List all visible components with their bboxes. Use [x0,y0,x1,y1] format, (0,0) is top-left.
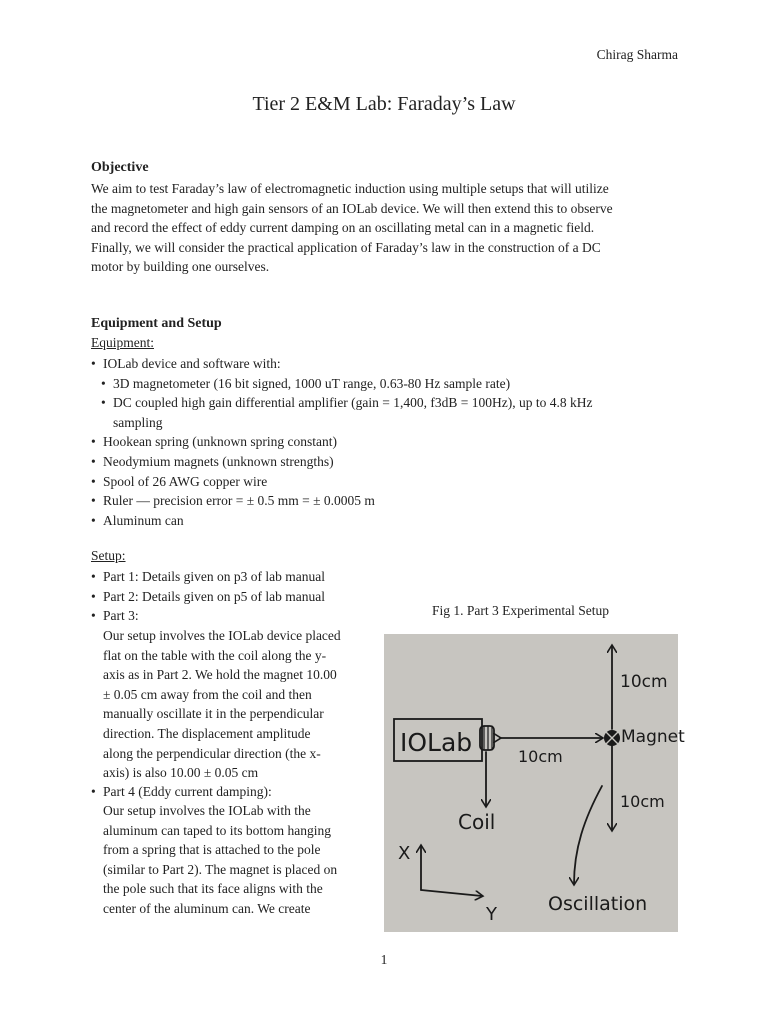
setup-list-bottom [91,782,272,802]
list-item [91,782,272,802]
part4-line: (similar to Part 2). The magnet is placed on [103,861,338,877]
objective-paragraph [91,179,691,277]
objective-line: the magnetometer and high gain sensors of an IOLab device. We will then extend this to observe [91,200,613,216]
part4-line: Our setup involves the IOLab with the [103,803,311,818]
part3-line: manually oscillate it in the perpendicular [103,706,324,722]
list-item [91,432,593,452]
figure-caption: Fig 1. Part 3 Experimental Setup [432,603,609,618]
equipment-heading: Equipment and Setup [91,316,222,331]
oscillation-label: Oscillation [548,893,648,915]
part3-line: direction. The displacement amplitude [103,725,311,741]
list-item-text: Part 2: Details given on p5 of lab manual [103,588,325,604]
setup-label: Setup: [91,548,126,563]
setup-sketch-figure [384,634,685,932]
part3-description [103,626,341,783]
equipment-list [91,354,593,530]
list-item-text: Ruler — precision error = ± 0.5 mm = ± 0.0005 m [103,493,375,509]
list-item [91,472,593,492]
list-item-text: DC coupled high gain differential amplifier (gain = 1,400, f3dB = 100Hz), up to 4.8 kHz [113,395,593,411]
list-item [91,567,325,587]
list-item-text: Spool of 26 AWG copper wire [103,473,268,489]
part4-description [103,801,337,919]
list-item [91,606,325,626]
setup-sketch [384,634,685,932]
part3-line: Our setup involves the IOLab device placed [103,628,341,643]
magnet-label: Magnet [621,727,685,747]
objective-heading: Objective [91,160,149,175]
part4-line: from a spring that is attached to the pole [103,842,321,858]
y-axis-label: Y [486,904,497,925]
part4-line: the pole such that its face aligns with the [103,881,323,897]
coil-label: Coil [458,810,496,834]
part3-line: flat on the table with the coil along the y- [103,647,327,663]
iolab-sketch-label: IOLab [400,728,473,757]
equipment-label: Equipment: [91,335,154,350]
list-item-text: Hookean spring (unknown spring constant) [103,434,337,450]
list-item [91,587,325,607]
list-item-text: Part 3: [103,608,139,624]
part3-line: along the perpendicular direction (the x- [103,745,321,761]
list-item-text: Part 4 (Eddy current damping): [103,784,272,799]
part3-line: axis as in Part 2. We hold the magnet 10.00 [103,667,337,683]
objective-line: We aim to test Faraday’s law of electromagnetic induction using multiple setups that will utilize [91,181,609,196]
objective-line: motor by building one ourselves. [91,259,270,275]
part4-line: aluminum can taped to its bottom hanging [103,822,331,838]
upward-distance-label: 10cm [620,672,668,692]
oscillation-arrow [574,786,602,884]
x-axis-label: X [398,843,411,864]
list-item [91,393,593,432]
part3-line: axis) is also 10.00 ± 0.05 cm [103,765,259,781]
part4-line: center of the aluminum can. We create [103,900,311,916]
y-axis-arrow [421,890,482,896]
objective-line: Finally, we will consider the practical application of Faraday’s law in the construction of a DC [91,239,601,255]
list-item [91,491,593,511]
list-item-text: IOLab device and software with: [103,356,281,371]
list-item [91,452,593,472]
list-item-text: Aluminum can [103,512,184,528]
part3-line: ± 0.05 cm away from the coil and then [103,686,312,702]
page-number: 1 [380,952,388,967]
list-item [91,374,593,394]
document-title: Tier 2 E&M Lab: Faraday’s Law [252,93,516,115]
list-item-text: sampling [113,414,163,430]
setup-list-top [91,567,325,626]
list-item [91,511,593,531]
list-item [91,354,593,374]
list-item-text: 3D magnetometer (16 bit signed, 1000 uT range, 0.63-80 Hz sample rate) [113,375,511,391]
author-name: Chirag Sharma [596,47,678,62]
downward-distance-label: 10cm [620,792,665,811]
list-item-text: Neodymium magnets (unknown strengths) [103,453,334,469]
list-item-text: Part 1: Details given on p3 of lab manual [103,569,325,584]
objective-line: and record the effect of eddy current damping on an oscillating metal can in a magnetic field. [91,220,595,236]
horizontal-distance-label: 10cm [518,747,563,766]
